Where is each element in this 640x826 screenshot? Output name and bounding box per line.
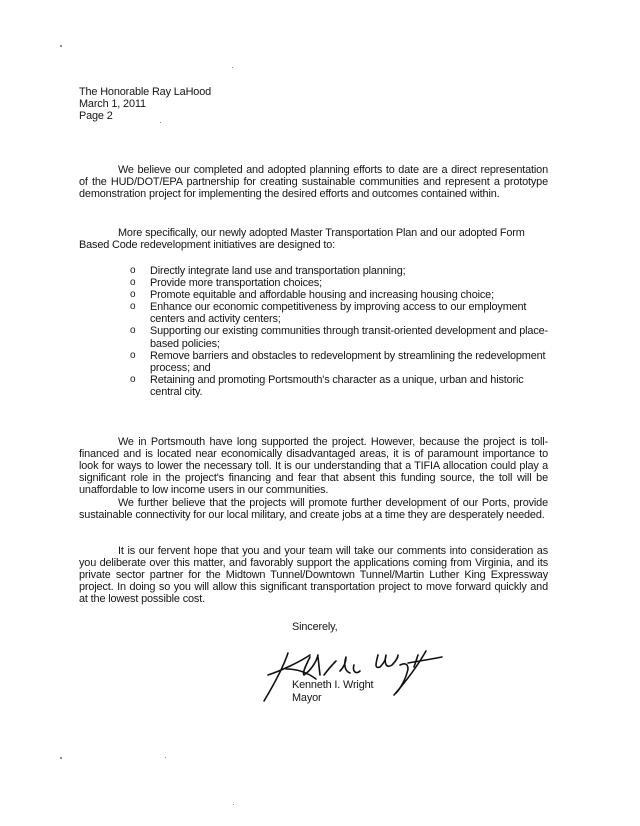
list-item [130,289,550,301]
list-item-text: Promote equitable and affordable housing and increasing housing choice; [150,289,494,302]
signer-title: Mayor [292,692,322,704]
scan-speck [165,757,166,758]
scan-speck [232,67,233,68]
initiatives-list [130,265,550,398]
bullet-icon: o [130,373,136,385]
signature-image [258,645,458,705]
paragraph-3: We in Portsmouth have long supported the project. However, because the project is toll-financed and is located near economically disadvantaged areas, it is of paramount importance to look for ways to lower the necessary toll. It is our understanding that a TIFIA allocation could play a significant role in the project's financing and fear that absent this funding source, the toll will be unaffordable to low income users in our communities. [79,436,548,497]
scan-speck [233,804,234,805]
list-item-text: Retaining and promoting Portsmouth's character as a unique, urban and historic central city. [150,373,524,398]
date-line: March 1, 2011 [79,98,146,111]
paragraph-5: It is our fervent hope that you and your team will take our comments into consideration as you deliberate over this matter, and favorably support the applications coming from Virginia, and its private sector partner for the Midtown Tunnel/Downtown Tunnel/Martin Luther King Expressway project. In doing so you will allow this significant transportation project to move forward quickly and at the lowest possible cost. [79,545,548,606]
letter-header [79,86,548,122]
page-number: Page 2 [79,110,113,123]
bullet-icon: o [130,349,136,361]
scan-speck [60,45,62,47]
list-item-text: Enhance our economic competitiveness by improving access to our employment centers and activity centers; [150,301,527,326]
list-item-text: Directly integrate land use and transportation planning; [150,265,406,277]
list-item [130,301,550,325]
closing-salutation: Sincerely, [292,621,338,633]
scan-speck [60,757,62,759]
bullet-icon: o [130,277,136,289]
list-item [130,325,550,349]
list-item-text: Provide more transportation choices; [150,277,322,290]
bullet-icon: o [130,325,136,337]
bullet-icon: o [130,289,136,301]
list-item [130,374,550,398]
paragraph-4: We further believe that the projects will promote further development of our Ports, provide sustainable connectivity for our local military, and create jobs at a time they are desperately needed. [79,497,548,522]
bullet-icon: o [130,265,136,276]
paragraph-1: We believe our completed and adopted planning efforts to date are a direct representation of the HUD/DOT/EPA partnership for creating sustainable communities and represent a prototype demonstration project for implementing the desired efforts and outcomes contained within. [79,164,548,201]
list-item-text: Remove barriers and obstacles to redevelopment by streamlining the redevelopment process; and [150,349,546,374]
recipient-line: The Honorable Ray LaHood [79,86,212,98]
list-item [130,350,550,374]
list-item-text: Supporting our existing communities through transit-oriented development and place-based policies; [150,325,548,350]
signer-name: Kenneth I. Wright [292,679,374,691]
bullet-icon: o [130,301,136,313]
list-item [130,265,550,277]
paragraph-2: More specifically, our newly adopted Master Transportation Plan and our adopted Form Based Code redevelopment initiatives are designed to: [79,227,525,252]
list-item [130,277,550,289]
